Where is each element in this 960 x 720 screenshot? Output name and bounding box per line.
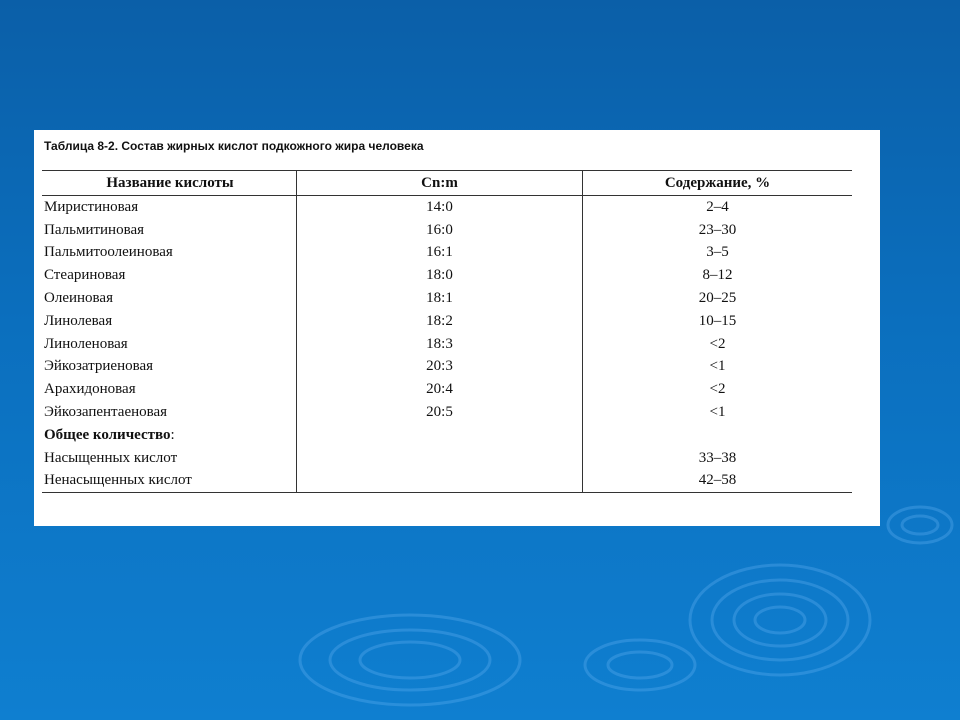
acid-name: Ненасыщенных кислот: [42, 470, 297, 493]
total-heading-colon: :: [170, 426, 175, 443]
content-value: 33–38: [583, 447, 853, 470]
table-row: [42, 378, 852, 401]
fatty-acid-table: [42, 170, 852, 493]
table-row: [42, 470, 852, 493]
table-row: [42, 219, 852, 242]
cn-m-value: 14:0: [297, 196, 583, 219]
header-acid-name: Название кислоты: [42, 171, 297, 196]
header-content-percent: Содержание, %: [583, 171, 853, 196]
cn-m-value: [297, 470, 583, 493]
content-value: 2–4: [583, 196, 853, 219]
content-value: 8–12: [583, 264, 853, 287]
acid-name: Олеиновая: [44, 290, 113, 307]
acid-name: Насыщенных кислот: [44, 449, 178, 466]
table-row: [42, 333, 852, 356]
cn-m-value: 20:3: [297, 356, 583, 379]
content-value: <2: [583, 333, 853, 356]
cn-m-value: 18:3: [297, 333, 583, 356]
acid-name: Линоленовая: [44, 335, 128, 352]
table-row: [42, 356, 852, 379]
cn-m-value: [297, 424, 583, 447]
table-header-row: [42, 171, 852, 196]
content-value: 10–15: [583, 310, 853, 333]
cn-m-value: 18:2: [297, 310, 583, 333]
acid-name: Стеариновая: [44, 267, 126, 284]
acid-name: Пальмитиновая: [44, 221, 145, 238]
cn-m-value: 18:0: [297, 264, 583, 287]
cn-m-value: 16:1: [297, 242, 583, 265]
acid-name: Линолевая: [44, 312, 113, 329]
cn-m-value: [297, 447, 583, 470]
content-value: [583, 424, 853, 447]
acid-name: Арахидоновая: [44, 381, 136, 398]
acid-name: Эйкозатриеновая: [44, 358, 154, 375]
header-cn-m: Cn:m: [297, 171, 583, 196]
total-heading-label: Общее количество: [44, 426, 171, 443]
table-row-total-heading: [42, 424, 852, 447]
table-title: Таблица 8-2. Состав жирных кислот подкожного жира человека: [44, 139, 424, 153]
acid-name: Пальмитоолеиновая: [44, 244, 173, 261]
content-value: <1: [583, 401, 853, 424]
cn-m-value: 20:5: [297, 401, 583, 424]
table-row: [42, 196, 852, 219]
table-figure: [34, 130, 880, 526]
cn-m-value: 18:1: [297, 287, 583, 310]
table-row: [42, 401, 852, 424]
table-row: [42, 264, 852, 287]
total-heading: [42, 424, 297, 447]
table-row: [42, 242, 852, 265]
content-value: 3–5: [583, 242, 853, 265]
acid-name: Миристиновая: [44, 198, 139, 215]
cn-m-value: 20:4: [297, 378, 583, 401]
content-value: <1: [583, 356, 853, 379]
table-row: [42, 310, 852, 333]
table-row: [42, 287, 852, 310]
content-value: <2: [583, 378, 853, 401]
content-value: 42–58: [583, 470, 853, 493]
acid-name: Эйкозапентаеновая: [44, 404, 168, 421]
content-value: 23–30: [583, 219, 853, 242]
table-row: [42, 447, 852, 470]
cn-m-value: 16:0: [297, 219, 583, 242]
content-value: 20–25: [583, 287, 853, 310]
